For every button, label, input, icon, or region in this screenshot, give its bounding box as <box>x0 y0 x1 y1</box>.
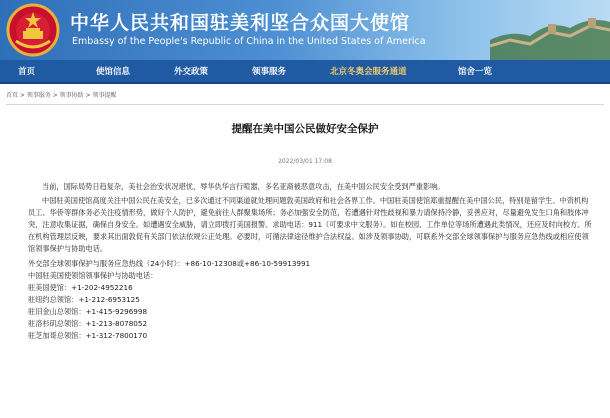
nav-item-embassy-info[interactable]: 使馆信息 <box>96 67 131 77</box>
consulate-phone: 驻纽约总领馆：+1-212-6953125 <box>28 295 140 304</box>
consulate-phone: 驻美国使馆：+1-202-4952216 <box>28 283 133 292</box>
consulate-phone: 驻洛杉矶总领馆：+1-213-8078052 <box>28 319 148 328</box>
divider <box>6 104 604 105</box>
nav-item-missions[interactable]: 馆舍一览 <box>458 67 493 77</box>
article-paragraph: 当前，国际局势日趋复杂，美社会治安状况堪忧，辱华仇华言行喧嚣，多名亚裔被恶意攻击，在美中国公民安全受到严重影响。 <box>42 182 445 191</box>
embassy-title-english: Embassy of the People's Republic of China in the United States of America <box>72 36 426 47</box>
nav-item-foreign-policy[interactable]: 外交政策 <box>174 67 209 77</box>
article-title: 提醒在美中国公民做好安全保护 <box>231 123 379 135</box>
article-body <box>0 181 610 342</box>
consulate-phone: 驻芝加哥总领馆：+1-312-7800170 <box>28 331 148 340</box>
consulate-phone: 驻旧金山总领馆：+1-415-9296998 <box>28 307 148 316</box>
great-wall-banner-image <box>490 0 610 60</box>
contact-list <box>28 258 594 342</box>
breadcrumb[interactable]: 首页 > 领事服务 > 领事协助 > 领事提醒 <box>6 92 117 99</box>
nav-item-home[interactable]: 首页 <box>18 67 36 77</box>
article-paragraph: 中国驻美国使馆高度关注中国公民在美安全，已多次通过不同渠道就处理问题敦美国政府和社会各界工作。中国驻美国使馆郑重提醒在美中国公民，特别是留学生、中资机构员工、华侨等群体务必关注疫情形势，做好个人防护，避免前往人群聚集场所；务必加强安全防范，若遭遇针对性歧视和暴力请保持冷静，妥善应对，尽量避免发生口角和肢体冲突，注意收集证据，确保自身安全。如遭遇安全威胁，请立即拨打美国报警、求助电话：911（可要求中文服务）。如在校园、工作单位等场所遭遇此类情况，还应及时向校方、所在机构管理层反映，要求其出面敦促有关部门依法依规公正处理。必要时，可循法律途径维护合法权益。如涉及领事协助，可联系外交部全球领事保护与服务应急热线或相应使领馆领事保护与协助电话。 <box>28 196 592 253</box>
consular-heading: 中国驻美国使领馆领事保护与协助电话： <box>28 271 158 280</box>
nav-item-winter-olympics[interactable]: 北京冬奥会服务通道 <box>330 67 407 77</box>
embassy-title-chinese: 中华人民共和国驻美利坚合众国大使馆 <box>70 12 411 34</box>
main-nav <box>0 60 610 84</box>
global-hotline: 外交部全球领事保护与服务应急热线（24小时）：+86-10-12308或+86-10-59913991 <box>28 259 311 268</box>
national-emblem-icon <box>6 3 60 57</box>
nav-item-consular-services[interactable]: 领事服务 <box>252 67 287 77</box>
article-date: 2022/03/01 17:08 <box>278 158 332 165</box>
site-header <box>0 0 610 60</box>
